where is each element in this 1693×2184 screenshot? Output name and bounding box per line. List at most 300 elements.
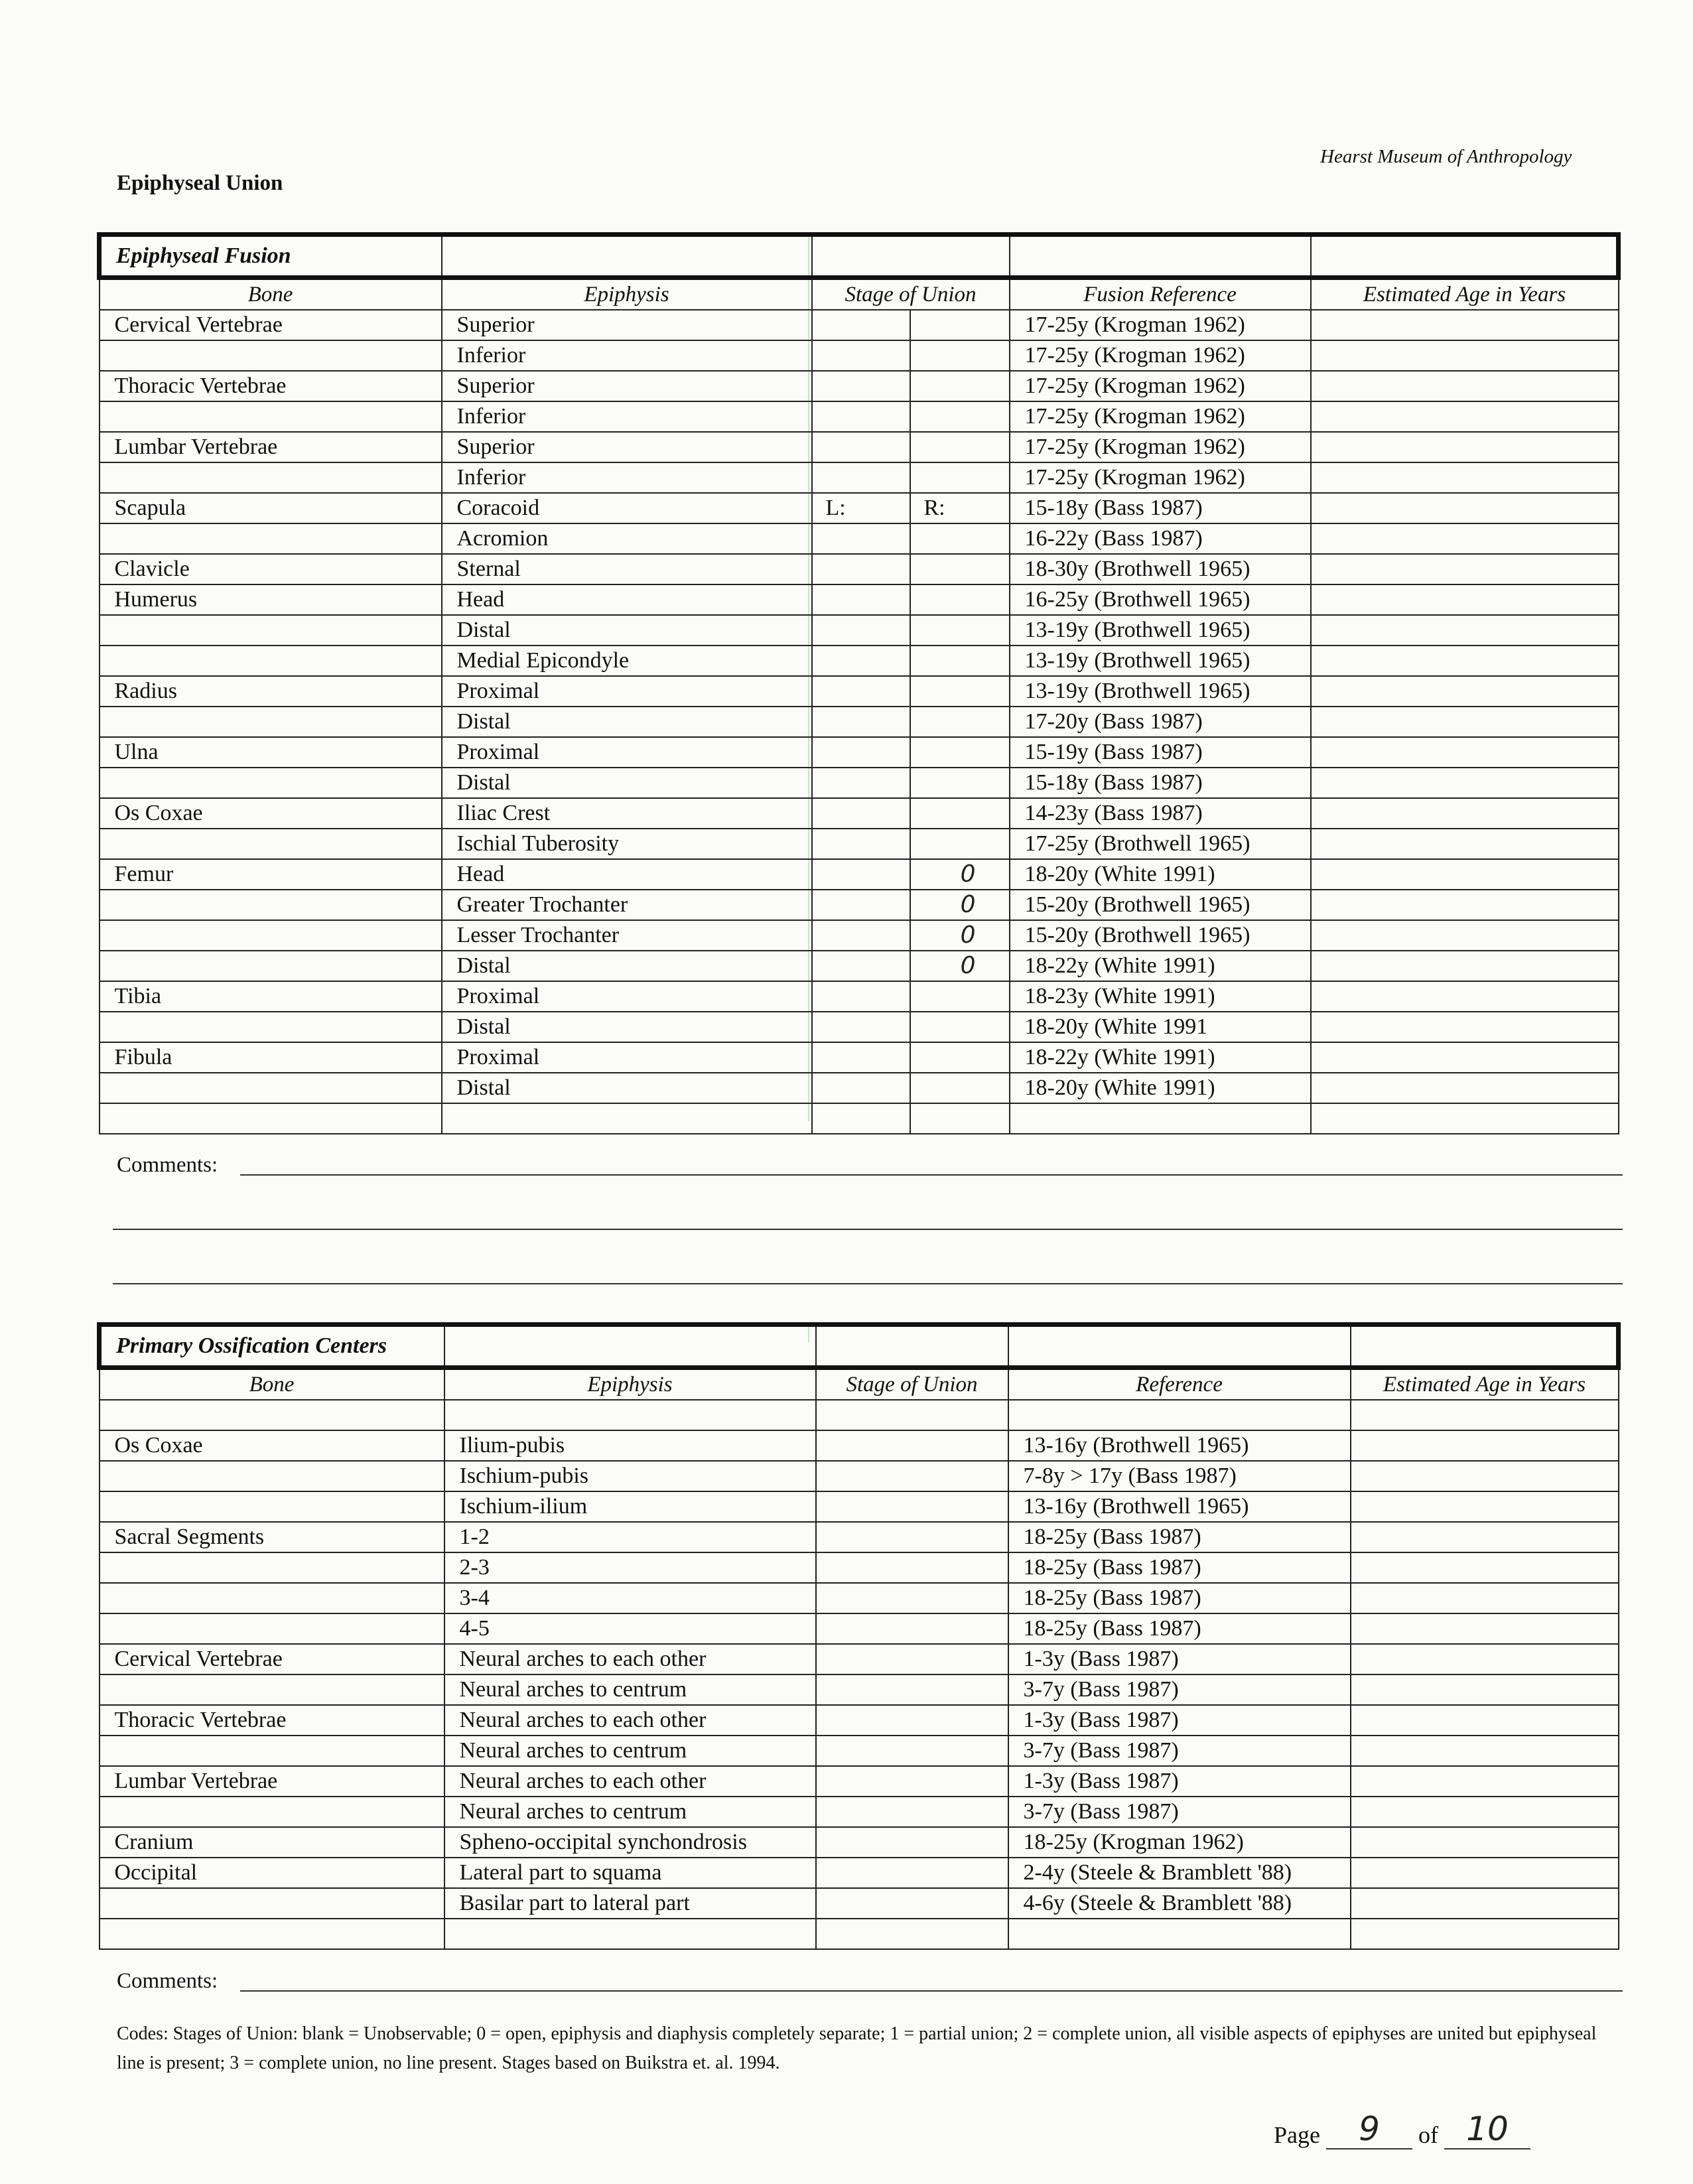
stage-left-cell[interactable] bbox=[812, 768, 910, 798]
table-row bbox=[100, 371, 1619, 401]
epiphysis-text: Neural arches to centrum bbox=[459, 1738, 687, 1763]
stage-cell[interactable] bbox=[816, 1705, 1008, 1736]
column-header-estimated-age: Estimated Age in Years bbox=[1311, 278, 1619, 310]
bone-text: Thoracic Vertebrae bbox=[114, 374, 287, 398]
stage-left-cell[interactable] bbox=[812, 951, 910, 981]
reference-text: 2-4y (Steele & Bramblett '88) bbox=[1023, 1860, 1292, 1885]
stage-cell[interactable] bbox=[816, 1644, 1008, 1674]
estimated-age-cell[interactable] bbox=[1311, 310, 1619, 340]
stage-cell[interactable] bbox=[816, 1888, 1008, 1919]
stage-right-cell[interactable] bbox=[910, 890, 1010, 920]
epiphysis-text: Inferior bbox=[456, 404, 526, 429]
museum-name: Hearst Museum of Anthropology bbox=[1320, 146, 1572, 167]
reference-text: 14-23y (Bass 1987) bbox=[1024, 801, 1203, 825]
epiphysis-cell bbox=[444, 1491, 816, 1522]
bone-cell bbox=[100, 1042, 442, 1073]
estimated-age-cell[interactable] bbox=[1311, 981, 1619, 1012]
reference-cell bbox=[1010, 554, 1311, 584]
of-label: of bbox=[1418, 2122, 1438, 2148]
bone-cell bbox=[100, 1705, 444, 1736]
stage-left-cell[interactable] bbox=[812, 676, 910, 707]
reference-cell bbox=[1010, 646, 1311, 676]
bone-text: Cervical Vertebrae bbox=[114, 1647, 283, 1671]
bone-cell bbox=[100, 340, 442, 371]
estimated-age-cell[interactable] bbox=[1351, 1400, 1619, 1430]
estimated-age-cell[interactable] bbox=[1351, 1644, 1619, 1674]
reference-cell bbox=[1010, 584, 1311, 615]
bone-cell bbox=[100, 1400, 444, 1430]
table-row bbox=[100, 554, 1619, 584]
reference-cell bbox=[1010, 462, 1311, 493]
reference-cell bbox=[1010, 1103, 1311, 1134]
stage-right-cell[interactable] bbox=[910, 615, 1010, 646]
bone-text: Scapula bbox=[114, 496, 186, 520]
stage-cell[interactable] bbox=[816, 1461, 1008, 1491]
reference-text: 18-20y (White 1991 bbox=[1024, 1014, 1208, 1039]
estimated-age-cell[interactable] bbox=[1311, 584, 1619, 615]
title-cell bbox=[816, 1325, 1008, 1368]
section-title: Epiphyseal Fusion bbox=[100, 235, 442, 278]
stage-cell[interactable] bbox=[816, 1522, 1008, 1552]
stage-left-cell[interactable] bbox=[812, 1073, 910, 1103]
stage-right-cell[interactable] bbox=[910, 829, 1010, 859]
reference-cell bbox=[1008, 1583, 1351, 1613]
bone-cell bbox=[100, 646, 442, 676]
estimated-age-cell[interactable] bbox=[1311, 737, 1619, 768]
bone-text: Sacral Segments bbox=[114, 1525, 265, 1549]
epiphysis-text: Superior bbox=[456, 435, 535, 459]
bone-text: Fibula bbox=[114, 1045, 172, 1069]
reference-text: 17-25y (Krogman 1962) bbox=[1024, 374, 1245, 398]
estimated-age-cell[interactable] bbox=[1351, 1766, 1619, 1797]
bone-cell bbox=[100, 890, 442, 920]
table-row bbox=[100, 432, 1619, 462]
table-row bbox=[100, 646, 1619, 676]
bone-cell bbox=[100, 737, 442, 768]
table-row bbox=[100, 829, 1619, 859]
estimated-age-cell[interactable] bbox=[1311, 920, 1619, 951]
stage-right-cell[interactable] bbox=[910, 859, 1010, 890]
bone-cell bbox=[100, 951, 442, 981]
epiphysis-cell bbox=[442, 554, 812, 584]
stage-right-cell[interactable] bbox=[910, 462, 1010, 493]
estimated-age-cell[interactable] bbox=[1351, 1858, 1619, 1888]
bone-cell bbox=[100, 462, 442, 493]
reference-cell bbox=[1010, 340, 1311, 371]
stage-cell[interactable] bbox=[816, 1583, 1008, 1613]
table-row bbox=[100, 737, 1619, 768]
stage-cell[interactable] bbox=[816, 1736, 1008, 1766]
bone-cell bbox=[100, 554, 442, 584]
reference-cell bbox=[1010, 1012, 1311, 1042]
bone-cell bbox=[100, 676, 442, 707]
stage-right-cell[interactable] bbox=[910, 401, 1010, 432]
reference-text: 18-25y (Bass 1987) bbox=[1023, 1525, 1201, 1549]
estimated-age-cell[interactable] bbox=[1311, 1042, 1619, 1073]
stage-left-cell[interactable] bbox=[812, 981, 910, 1012]
stage-left-cell[interactable] bbox=[812, 584, 910, 615]
column-header-bone: Bone bbox=[100, 278, 442, 310]
estimated-age-cell[interactable] bbox=[1351, 1736, 1619, 1766]
stage-left-cell[interactable] bbox=[812, 798, 910, 829]
estimated-age-cell[interactable] bbox=[1311, 523, 1619, 554]
bone-text: Ulna bbox=[114, 740, 159, 764]
stage-cell[interactable] bbox=[816, 1797, 1008, 1827]
epiphysis-cell bbox=[444, 1919, 816, 1949]
epiphysis-cell bbox=[444, 1674, 816, 1705]
epiphysis-cell bbox=[442, 859, 812, 890]
bone-cell bbox=[100, 1919, 444, 1949]
stage-left-cell[interactable] bbox=[812, 1012, 910, 1042]
epiphysis-cell bbox=[442, 584, 812, 615]
reference-text: 18-23y (White 1991) bbox=[1024, 984, 1215, 1008]
stage-right-cell[interactable] bbox=[910, 554, 1010, 584]
stage-right-cell[interactable] bbox=[910, 1073, 1010, 1103]
stage-right-cell[interactable] bbox=[910, 310, 1010, 340]
estimated-age-cell[interactable] bbox=[1351, 1797, 1619, 1827]
epiphysis-cell bbox=[444, 1858, 816, 1888]
page-number-field[interactable] bbox=[1326, 2110, 1412, 2150]
reference-text: 17-25y (Krogman 1962) bbox=[1024, 312, 1245, 337]
epiphysis-text: Inferior bbox=[456, 343, 526, 368]
stage-cell[interactable] bbox=[816, 1430, 1008, 1461]
estimated-age-cell[interactable] bbox=[1311, 676, 1619, 707]
stage-left-cell[interactable] bbox=[812, 615, 910, 646]
stage-left-cell[interactable] bbox=[812, 371, 910, 401]
bone-text: Radius bbox=[114, 679, 177, 703]
epiphysis-text: Spheno-occipital synchondrosis bbox=[459, 1830, 747, 1854]
estimated-age-cell[interactable] bbox=[1311, 462, 1619, 493]
estimated-age-cell[interactable] bbox=[1311, 798, 1619, 829]
bone-cell bbox=[100, 1522, 444, 1552]
stage-left-cell[interactable] bbox=[812, 432, 910, 462]
estimated-age-cell[interactable] bbox=[1311, 859, 1619, 890]
reference-text: 17-25y (Brothwell 1965) bbox=[1024, 831, 1251, 856]
comments-line[interactable] bbox=[240, 1990, 1623, 1992]
table-row bbox=[100, 1491, 1619, 1522]
reference-text: 3-7y (Bass 1987) bbox=[1023, 1738, 1179, 1763]
epiphysis-cell bbox=[442, 707, 812, 737]
bone-cell bbox=[100, 371, 442, 401]
estimated-age-cell[interactable] bbox=[1351, 1613, 1619, 1644]
reference-cell bbox=[1010, 890, 1311, 920]
stage-right-cell[interactable] bbox=[910, 493, 1010, 523]
stage-left-cell[interactable] bbox=[812, 1103, 910, 1134]
stage-left-cell[interactable] bbox=[812, 1042, 910, 1073]
reference-cell bbox=[1008, 1613, 1351, 1644]
stage-right-cell[interactable] bbox=[910, 737, 1010, 768]
epiphysis-cell bbox=[444, 1888, 816, 1919]
epiphysis-cell bbox=[444, 1736, 816, 1766]
stage-cell[interactable] bbox=[816, 1400, 1008, 1430]
reference-cell bbox=[1010, 1042, 1311, 1073]
table-row bbox=[100, 1674, 1619, 1705]
reference-text: 18-30y (Brothwell 1965) bbox=[1024, 557, 1251, 581]
stage-left-cell[interactable] bbox=[812, 920, 910, 951]
estimated-age-cell[interactable] bbox=[1311, 1012, 1619, 1042]
reference-cell bbox=[1010, 798, 1311, 829]
bone-cell bbox=[100, 859, 442, 890]
bone-text: Os Coxae bbox=[114, 801, 203, 825]
epiphysis-cell bbox=[442, 1073, 812, 1103]
estimated-age-cell[interactable] bbox=[1311, 340, 1619, 371]
stage-cell[interactable] bbox=[816, 1766, 1008, 1797]
epiphysis-text: Ischium-ilium bbox=[459, 1494, 588, 1519]
stage-cell[interactable] bbox=[816, 1552, 1008, 1583]
estimated-age-cell[interactable] bbox=[1311, 1103, 1619, 1134]
title-cell bbox=[444, 1325, 816, 1368]
epiphysis-cell bbox=[444, 1552, 816, 1583]
bone-cell bbox=[100, 1858, 444, 1888]
bone-cell bbox=[100, 707, 442, 737]
estimated-age-cell[interactable] bbox=[1351, 1583, 1619, 1613]
table-row bbox=[100, 798, 1619, 829]
bone-cell bbox=[100, 584, 442, 615]
stage-cell[interactable] bbox=[816, 1674, 1008, 1705]
stage-left-cell[interactable] bbox=[812, 890, 910, 920]
reference-cell bbox=[1010, 523, 1311, 554]
table-row bbox=[100, 1400, 1619, 1430]
reference-text: 13-16y (Brothwell 1965) bbox=[1023, 1433, 1249, 1458]
stage-right-cell[interactable] bbox=[910, 584, 1010, 615]
stage-cell[interactable] bbox=[816, 1919, 1008, 1949]
table-row bbox=[100, 859, 1619, 890]
table-row bbox=[100, 768, 1619, 798]
stage-left-cell[interactable] bbox=[812, 523, 910, 554]
epiphysis-text: Inferior bbox=[456, 465, 526, 490]
reference-text: 17-25y (Krogman 1962) bbox=[1024, 435, 1245, 459]
stage-right-cell[interactable] bbox=[910, 371, 1010, 401]
bone-cell bbox=[100, 1430, 444, 1461]
reference-cell bbox=[1010, 676, 1311, 707]
section-title-row bbox=[100, 1325, 1619, 1368]
bone-text: Humerus bbox=[114, 587, 198, 612]
stage-left-cell[interactable] bbox=[812, 462, 910, 493]
epiphysis-cell bbox=[442, 798, 812, 829]
reference-text: 13-19y (Brothwell 1965) bbox=[1024, 679, 1251, 703]
reference-text: 15-19y (Bass 1987) bbox=[1024, 740, 1203, 764]
stage-right-cell[interactable] bbox=[910, 951, 1010, 981]
bone-cell bbox=[100, 798, 442, 829]
estimated-age-cell[interactable] bbox=[1351, 1674, 1619, 1705]
epiphysis-text: Basilar part to lateral part bbox=[459, 1891, 690, 1915]
stage-left-cell[interactable] bbox=[812, 707, 910, 737]
epiphysis-cell bbox=[442, 981, 812, 1012]
estimated-age-cell[interactable] bbox=[1351, 1491, 1619, 1522]
stage-right-cell[interactable] bbox=[910, 981, 1010, 1012]
epiphysis-cell bbox=[444, 1522, 816, 1552]
stage-codes-legend: Codes: Stages of Union: blank = Unobservable; 0 = open, epiphysis and diaphysis completely separate; 1 = partial union; 2 = complete union, all visible aspects of epiphyses are united but epiphyseal line is present; 3 = complete union, no line present. Stages based on Buikstra et. al. 1994. bbox=[117, 2023, 1597, 2073]
reference-cell bbox=[1008, 1766, 1351, 1797]
estimated-age-cell[interactable] bbox=[1311, 829, 1619, 859]
epiphysis-cell bbox=[442, 829, 812, 859]
stage-left-cell[interactable] bbox=[812, 554, 910, 584]
column-header-estimated-age: Estimated Age in Years bbox=[1351, 1368, 1619, 1400]
epiphysis-text: Neural arches to centrum bbox=[459, 1799, 687, 1824]
epiphysis-text: Distal bbox=[456, 1014, 511, 1039]
estimated-age-cell[interactable] bbox=[1311, 401, 1619, 432]
reference-text: 1-3y (Bass 1987) bbox=[1023, 1647, 1179, 1671]
table-row bbox=[100, 1522, 1619, 1552]
column-header-reference: Fusion Reference bbox=[1010, 278, 1311, 310]
estimated-age-cell[interactable] bbox=[1311, 951, 1619, 981]
stage-right-cell[interactable] bbox=[910, 432, 1010, 462]
stage-left-cell[interactable] bbox=[812, 310, 910, 340]
estimated-age-cell[interactable] bbox=[1311, 768, 1619, 798]
table-row bbox=[100, 340, 1619, 371]
page-total: 10 bbox=[1466, 2110, 1509, 2148]
estimated-age-cell[interactable] bbox=[1351, 1552, 1619, 1583]
table-row bbox=[100, 1613, 1619, 1644]
stage-right-cell[interactable] bbox=[910, 768, 1010, 798]
epiphysis-text: Superior bbox=[456, 312, 535, 337]
reference-cell bbox=[1008, 1674, 1351, 1705]
epiphysis-text: Lateral part to squama bbox=[459, 1860, 662, 1885]
stage-right-cell[interactable] bbox=[910, 1103, 1010, 1134]
epiphysis-text: Neural arches to each other bbox=[459, 1769, 707, 1793]
stage-right-cell[interactable] bbox=[910, 523, 1010, 554]
reference-cell bbox=[1010, 1073, 1311, 1103]
stage-cell[interactable] bbox=[816, 1613, 1008, 1644]
stage-left-cell[interactable] bbox=[812, 829, 910, 859]
title-cell bbox=[1010, 235, 1311, 278]
bone-cell bbox=[100, 1736, 444, 1766]
epiphysis-text: 3-4 bbox=[459, 1586, 490, 1610]
bone-text: Clavicle bbox=[114, 557, 190, 581]
table-row bbox=[100, 1827, 1619, 1858]
epiphysis-cell bbox=[444, 1583, 816, 1613]
epiphysis-cell bbox=[442, 493, 812, 523]
bone-cell bbox=[100, 1766, 444, 1797]
epiphysis-cell bbox=[442, 1012, 812, 1042]
bone-cell bbox=[100, 1888, 444, 1919]
estimated-age-cell[interactable] bbox=[1351, 1430, 1619, 1461]
bone-cell bbox=[100, 981, 442, 1012]
bone-text: Cervical Vertebrae bbox=[114, 312, 283, 337]
stage-right-cell[interactable] bbox=[910, 676, 1010, 707]
page-total-field[interactable] bbox=[1444, 2110, 1530, 2150]
stage-cell[interactable] bbox=[816, 1491, 1008, 1522]
table-row bbox=[100, 1766, 1619, 1797]
table-row bbox=[100, 1583, 1619, 1613]
reference-text: 18-20y (White 1991) bbox=[1024, 1075, 1215, 1100]
epiphysis-cell bbox=[444, 1766, 816, 1797]
stage-left-cell[interactable] bbox=[812, 401, 910, 432]
bone-cell bbox=[100, 1613, 444, 1644]
reference-text: 18-25y (Bass 1987) bbox=[1023, 1586, 1201, 1610]
reference-text: 13-19y (Brothwell 1965) bbox=[1024, 618, 1251, 642]
stage-right-cell[interactable] bbox=[910, 340, 1010, 371]
estimated-age-cell[interactable] bbox=[1311, 615, 1619, 646]
epiphysis-cell bbox=[442, 371, 812, 401]
bone-cell bbox=[100, 615, 442, 646]
reference-cell bbox=[1010, 310, 1311, 340]
estimated-age-cell[interactable] bbox=[1351, 1919, 1619, 1949]
estimated-age-cell[interactable] bbox=[1311, 1073, 1619, 1103]
estimated-age-cell[interactable] bbox=[1311, 493, 1619, 523]
handwritten-stage-mark: 0 bbox=[960, 921, 976, 949]
table-row bbox=[100, 920, 1619, 951]
epiphysis-text: Coracoid bbox=[456, 496, 540, 520]
epiphysis-text: Distal bbox=[456, 953, 511, 978]
stage-left-cell[interactable] bbox=[812, 493, 910, 523]
table-row bbox=[100, 951, 1619, 981]
epiphysis-cell bbox=[444, 1400, 816, 1430]
column-header-stage: Stage of Union bbox=[812, 278, 1010, 310]
stage-left-cell[interactable] bbox=[812, 737, 910, 768]
bone-text: Tibia bbox=[114, 984, 162, 1008]
reference-text: 18-25y (Bass 1987) bbox=[1023, 1555, 1201, 1580]
comments-line[interactable] bbox=[113, 1283, 1623, 1284]
bone-cell bbox=[100, 310, 442, 340]
title-cell bbox=[442, 235, 812, 278]
estimated-age-cell[interactable] bbox=[1311, 646, 1619, 676]
comments-line[interactable] bbox=[113, 1229, 1623, 1230]
estimated-age-cell[interactable] bbox=[1351, 1827, 1619, 1858]
estimated-age-cell[interactable] bbox=[1311, 890, 1619, 920]
stage-right-cell[interactable] bbox=[910, 707, 1010, 737]
bone-cell bbox=[100, 920, 442, 951]
bone-text: Femur bbox=[114, 862, 174, 886]
epiphysis-text: 4-5 bbox=[459, 1616, 490, 1641]
epiphysis-cell bbox=[444, 1430, 816, 1461]
reference-cell bbox=[1010, 371, 1311, 401]
estimated-age-cell[interactable] bbox=[1311, 371, 1619, 401]
table-row bbox=[100, 1705, 1619, 1736]
stage-left-cell[interactable] bbox=[812, 859, 910, 890]
stage-left-cell[interactable] bbox=[812, 646, 910, 676]
stage-right-cell[interactable] bbox=[910, 1042, 1010, 1073]
epiphysis-cell bbox=[442, 615, 812, 646]
estimated-age-cell[interactable] bbox=[1351, 1461, 1619, 1491]
page-title: Epiphyseal Union bbox=[117, 171, 283, 195]
epiphysis-cell bbox=[442, 768, 812, 798]
estimated-age-cell[interactable] bbox=[1351, 1888, 1619, 1919]
estimated-age-cell[interactable] bbox=[1311, 432, 1619, 462]
bone-cell bbox=[100, 1103, 442, 1134]
table-row bbox=[100, 1073, 1619, 1103]
estimated-age-cell[interactable] bbox=[1311, 707, 1619, 737]
epiphysis-cell bbox=[442, 310, 812, 340]
stage-left-cell[interactable] bbox=[812, 340, 910, 371]
stage-cell[interactable] bbox=[816, 1827, 1008, 1858]
stage-right-cell[interactable] bbox=[910, 798, 1010, 829]
estimated-age-cell[interactable] bbox=[1351, 1705, 1619, 1736]
stage-right-cell[interactable] bbox=[910, 1012, 1010, 1042]
stage-right-cell[interactable] bbox=[910, 646, 1010, 676]
bone-text: Thoracic Vertebrae bbox=[114, 1708, 287, 1732]
stage-right-cell[interactable] bbox=[910, 920, 1010, 951]
reference-cell bbox=[1008, 1400, 1351, 1430]
bone-cell bbox=[100, 1491, 444, 1522]
estimated-age-cell[interactable] bbox=[1311, 554, 1619, 584]
stage-cell[interactable] bbox=[816, 1858, 1008, 1888]
reference-cell bbox=[1010, 920, 1311, 951]
epiphysis-cell bbox=[444, 1461, 816, 1491]
bone-cell bbox=[100, 1073, 442, 1103]
epiphysis-text: Neural arches to each other bbox=[459, 1708, 707, 1732]
comments-line[interactable] bbox=[240, 1174, 1623, 1176]
reference-text: 7-8y > 17y (Bass 1987) bbox=[1023, 1464, 1237, 1488]
estimated-age-cell[interactable] bbox=[1351, 1522, 1619, 1552]
table-row bbox=[100, 493, 1619, 523]
epiphysis-cell bbox=[444, 1644, 816, 1674]
stage-left-text: L: bbox=[825, 496, 846, 520]
column-header-bone: Bone bbox=[100, 1368, 444, 1400]
section-title: Primary Ossification Centers bbox=[100, 1325, 444, 1368]
epiphysis-cell bbox=[442, 401, 812, 432]
reference-text: 3-7y (Bass 1987) bbox=[1023, 1677, 1179, 1702]
